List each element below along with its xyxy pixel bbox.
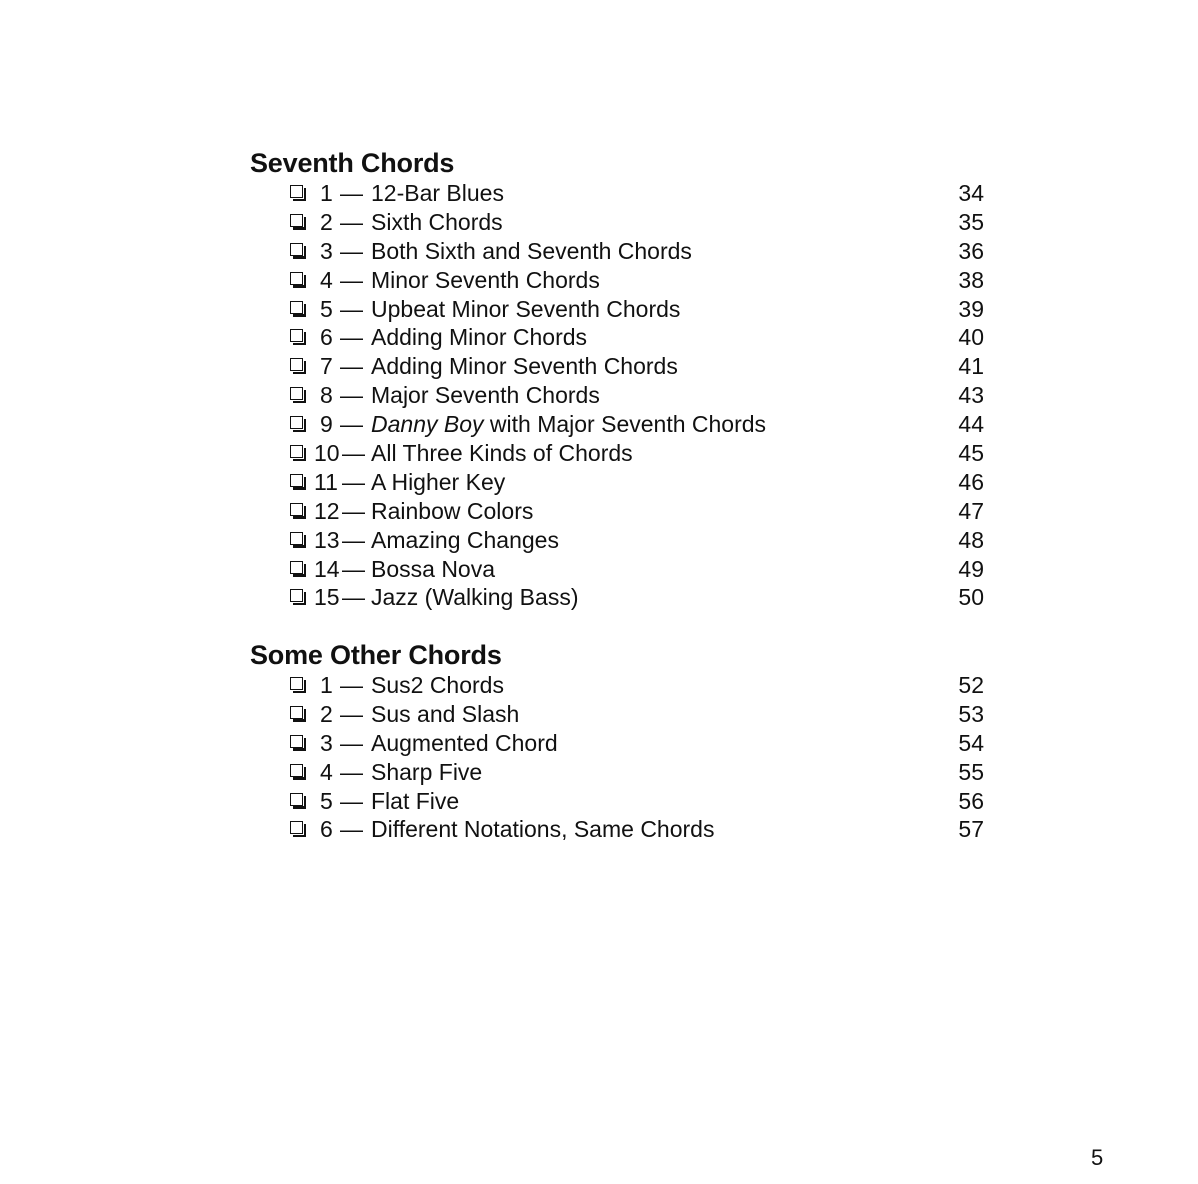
entry-number: 5 xyxy=(320,295,333,322)
entry-dash: — xyxy=(340,816,363,843)
entry-title xyxy=(371,323,587,351)
entry-number: 5 xyxy=(320,787,333,814)
entry-title xyxy=(371,729,558,757)
entry-title-text: Minor Seventh Chords xyxy=(371,266,600,293)
entry-title xyxy=(371,237,692,265)
entry-number: 10 xyxy=(314,440,340,467)
entry-page-number: 35 xyxy=(958,208,984,235)
toc-entry xyxy=(250,439,990,468)
entry-title xyxy=(371,208,503,236)
toc-entry xyxy=(250,815,990,844)
toc-entry xyxy=(250,208,990,237)
toc-entry xyxy=(250,729,990,758)
entry-title-text: Sixth Chords xyxy=(371,208,503,235)
entry-title xyxy=(371,526,559,554)
entry-title xyxy=(371,758,482,786)
section-heading: Some Other Chords xyxy=(250,640,502,670)
entry-number: 4 xyxy=(320,758,333,785)
entry-title xyxy=(371,352,678,380)
entry-title-text: Adding Minor Chords xyxy=(371,324,588,351)
entry-title-text: Sharp Five xyxy=(371,758,483,785)
entry-dash: — xyxy=(340,382,363,409)
checkbox-icon[interactable] xyxy=(290,764,303,777)
toc-section-some-other-chords xyxy=(250,639,990,844)
entry-title-text: Flat Five xyxy=(371,787,460,814)
entry-title-text: All Three Kinds of Chords xyxy=(371,440,633,467)
checkbox-icon[interactable] xyxy=(290,474,303,487)
entry-title-text: Jazz (Walking Bass) xyxy=(371,584,579,611)
checkbox-icon[interactable] xyxy=(290,503,303,516)
entry-title xyxy=(371,700,519,728)
entry-title xyxy=(371,468,505,496)
entry-dash: — xyxy=(340,237,363,264)
toc-entry xyxy=(250,758,990,787)
entry-title-italic: Danny Boy xyxy=(371,411,484,438)
checkbox-icon[interactable] xyxy=(290,532,303,545)
entry-title-text: Rainbow Colors xyxy=(371,497,534,524)
checkbox-icon[interactable] xyxy=(290,821,303,834)
entry-number: 11 xyxy=(314,468,338,495)
toc-entry xyxy=(250,671,990,700)
entry-page-number: 54 xyxy=(958,729,984,756)
toc-entry xyxy=(250,410,990,439)
entry-page-number: 57 xyxy=(958,816,984,843)
toc-section-seventh-chords xyxy=(250,147,990,612)
entry-page-number: 48 xyxy=(958,526,984,553)
toc-entry xyxy=(250,497,990,526)
entry-dash: — xyxy=(340,266,363,293)
entry-dash: — xyxy=(340,700,363,727)
entry-title xyxy=(371,787,459,815)
entry-dash: — xyxy=(340,411,363,438)
entry-page-number: 40 xyxy=(958,324,984,351)
entry-page-number: 53 xyxy=(958,700,984,727)
entry-title xyxy=(371,179,504,207)
entry-dash: — xyxy=(342,468,365,495)
entry-page-number: 41 xyxy=(958,353,984,380)
entry-title xyxy=(371,583,578,611)
entry-title-text: Upbeat Minor Seventh Chords xyxy=(371,295,681,322)
checkbox-icon[interactable] xyxy=(290,243,303,256)
entry-title xyxy=(371,439,633,467)
entry-dash: — xyxy=(342,497,365,524)
entry-title xyxy=(371,266,600,294)
entry-page-number: 50 xyxy=(958,584,984,611)
entry-dash: — xyxy=(340,324,363,351)
checkbox-icon[interactable] xyxy=(290,416,303,429)
checkbox-icon[interactable] xyxy=(290,793,303,806)
toc-entry xyxy=(250,468,990,497)
entry-dash: — xyxy=(342,440,365,467)
section-heading: Seventh Chords xyxy=(250,148,455,178)
entry-page-number: 38 xyxy=(958,266,984,293)
entry-title xyxy=(371,815,714,843)
entry-title xyxy=(371,410,766,438)
entry-dash: — xyxy=(340,672,363,698)
checkbox-icon[interactable] xyxy=(290,301,303,314)
entry-title xyxy=(371,555,495,583)
toc-entry xyxy=(250,295,990,324)
entry-page-number: 39 xyxy=(958,295,984,322)
entry-page-number: 44 xyxy=(958,411,984,438)
entry-title-text: Amazing Changes xyxy=(371,526,559,553)
toc-entry xyxy=(250,787,990,816)
entry-title-text: Adding Minor Seventh Chords xyxy=(371,353,678,380)
entry-number: 13 xyxy=(314,526,340,553)
entry-title xyxy=(371,295,680,323)
entry-number: 3 xyxy=(320,729,333,756)
entry-number: 2 xyxy=(320,700,333,727)
checkbox-icon[interactable] xyxy=(290,589,303,602)
entry-number: 6 xyxy=(320,324,333,351)
toc-entry xyxy=(250,323,990,352)
toc-entry xyxy=(250,526,990,555)
entry-dash: — xyxy=(340,295,363,322)
entry-number: 15 xyxy=(314,584,340,611)
entry-dash: — xyxy=(342,526,365,553)
entry-number: 3 xyxy=(320,237,333,264)
checkbox-icon[interactable] xyxy=(290,214,303,227)
entry-number: 2 xyxy=(320,208,333,235)
entry-title-text: A Higher Key xyxy=(371,468,506,495)
entry-number: 6 xyxy=(320,816,333,843)
entry-page-number: 52 xyxy=(958,672,984,698)
toc-entry xyxy=(250,700,990,729)
entry-page-number: 43 xyxy=(958,382,984,409)
entry-page-number: 55 xyxy=(958,758,984,785)
checkbox-icon[interactable] xyxy=(290,706,303,719)
checkbox-icon[interactable] xyxy=(290,677,303,690)
entry-title-text: 12-Bar Blues xyxy=(371,180,504,206)
entry-number: 4 xyxy=(320,266,333,293)
entry-dash: — xyxy=(340,787,363,814)
entry-number: 1 xyxy=(320,180,333,206)
entry-title xyxy=(371,671,504,699)
toc-entry xyxy=(250,179,990,208)
checkbox-icon[interactable] xyxy=(290,445,303,458)
checkbox-icon[interactable] xyxy=(290,387,303,400)
entry-number: 1 xyxy=(320,672,333,698)
entry-title-text: Sus2 Chords xyxy=(371,672,504,698)
entry-dash: — xyxy=(340,758,363,785)
checkbox-icon[interactable] xyxy=(290,561,303,574)
checkbox-icon[interactable] xyxy=(290,358,303,371)
toc-entry xyxy=(250,237,990,266)
entry-dash: — xyxy=(340,180,363,206)
entry-title-text: Major Seventh Chords xyxy=(371,382,600,409)
toc-entry xyxy=(250,352,990,381)
entry-number: 8 xyxy=(320,382,333,409)
checkbox-icon[interactable] xyxy=(290,185,303,198)
toc-entry xyxy=(250,555,990,584)
page-number: 5 xyxy=(1091,1145,1104,1170)
entry-dash: — xyxy=(340,729,363,756)
checkbox-icon[interactable] xyxy=(290,272,303,285)
toc-entry-list xyxy=(250,179,990,612)
entry-page-number: 45 xyxy=(958,440,984,467)
entry-title-text: Both Sixth and Seventh Chords xyxy=(371,237,692,264)
checkbox-icon[interactable] xyxy=(290,329,303,342)
entry-title-text: with Major Seventh Chords xyxy=(483,411,767,438)
entry-page-number: 56 xyxy=(958,787,984,814)
entry-number: 12 xyxy=(314,497,340,524)
entry-number: 7 xyxy=(320,353,333,380)
entry-page-number: 34 xyxy=(958,180,984,206)
entry-page-number: 36 xyxy=(958,237,984,264)
checkbox-icon[interactable] xyxy=(290,735,303,748)
entry-title-text: Augmented Chord xyxy=(371,729,558,756)
entry-title xyxy=(371,381,600,409)
toc-entry xyxy=(250,381,990,410)
entry-title xyxy=(371,497,533,525)
entry-page-number: 46 xyxy=(958,468,984,495)
entry-dash: — xyxy=(340,353,363,380)
toc-entry-list xyxy=(250,671,990,844)
entry-title-text: Bossa Nova xyxy=(371,555,496,582)
entry-dash: — xyxy=(342,555,365,582)
entry-title-text: Sus and Slash xyxy=(371,700,520,727)
entry-number: 9 xyxy=(320,411,333,438)
entry-dash: — xyxy=(342,584,365,611)
entry-dash: — xyxy=(340,208,363,235)
toc-entry xyxy=(250,583,990,612)
toc-entry xyxy=(250,266,990,295)
entry-page-number: 49 xyxy=(958,555,984,582)
entry-title-text: Different Notations, Same Chords xyxy=(371,816,715,843)
entry-page-number: 47 xyxy=(958,497,984,524)
entry-number: 14 xyxy=(314,555,340,582)
